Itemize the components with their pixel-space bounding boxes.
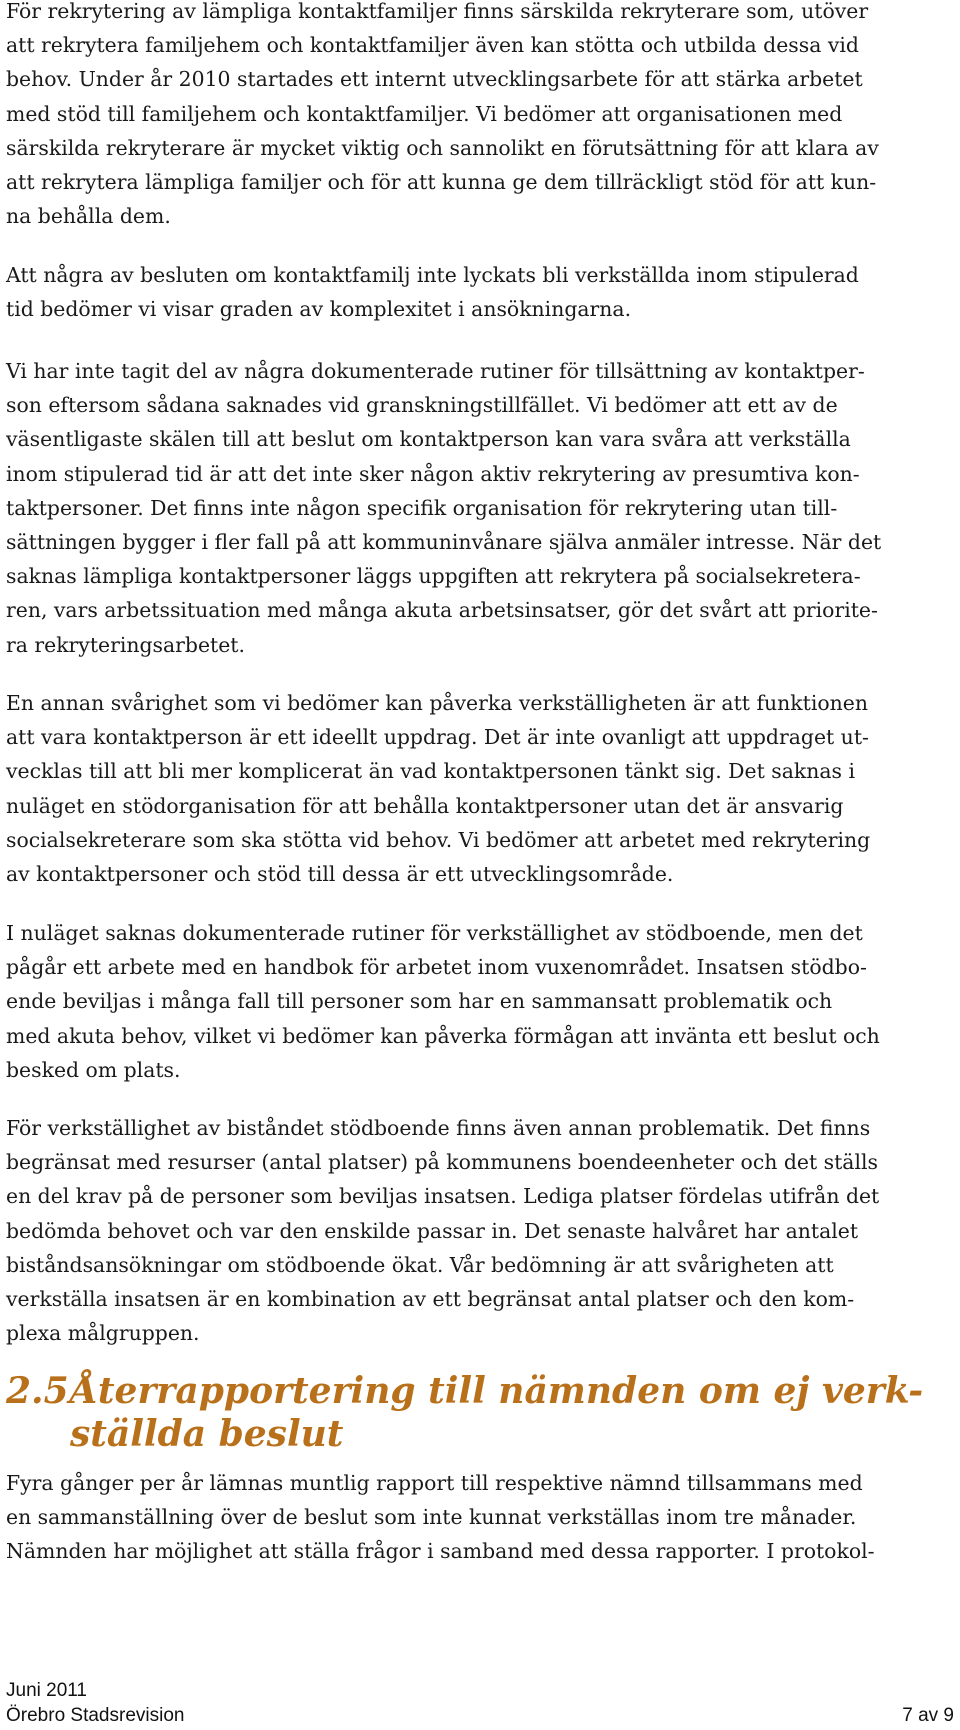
paragraph-rekrytering: För rekrytering av lämpliga kontaktfamiljer finns särskilda rekryterare som, utöver att rekrytera familjehem och kontaktfamiljer även kan stötta och utbilda dessa vid behov. Under år 2010 startades ett internt utvecklingsarbete för att stärka arbetet med stöd till familjehem och kontaktfamiljer. Vi bedömer att organisationen med särskilda rekryterare är mycket viktig och sannolikt en förutsättning för att klara av att rekrytera lämpliga familjer och för att kunna ge dem tillräckligt stöd för att kun- na behålla dem. [6, 0, 879, 229]
footer-organization: Örebro Stadsrevision [6, 1705, 185, 1726]
section-title: Återrapportering till nämnden om ej verk- ställda beslut [70, 1370, 924, 1455]
paragraph-stodboende-rutiner: I nuläget saknas dokumenterade rutiner för verkställighet av stödboende, men det pågår ett arbete med en handbok för arbetet inom vuxenområdet. Insatsen stödbo- ende beviljas i många fall till personer som har en sammansatt problematik och med akuta behov, vilket vi bedömer kan påverka förmågan att invänta ett beslut och besked om plats. [6, 921, 880, 1082]
paragraph-aterrapportering: Fyra gånger per år lämnas muntlig rapport till respektive nämnd tillsammans med en sammanställning över de beslut som inte kunnat verkställas inom tre månader. Nämnden har möjlighet att ställa frågor i samband med dessa rapporter. I protokol- [6, 1471, 875, 1564]
paragraph-stodboende-problematik: För verkställighet av biståndet stödboende finns även annan problematik. Det finns begränsat med resurser (antal platser) på kommunens boendeenheter och det ställs en del krav på de personer som beviljas insatsen. Lediga platser fördelas utifrån det bedömda behovet och var den enskilde passar in. Det senaste halvåret har antalet biståndsansökningar om stödboende ökat. Vår bedömning är att svårigheten att verkställa insatsen är en kombination av ett begränsat antal platser och den kom- plexa målgruppen. [6, 1116, 880, 1346]
section-heading [6, 1370, 930, 1456]
paragraph-kontaktperson-rutiner: Vi har inte tagit del av några dokumenterade rutiner för tillsättning av kontaktper- son eftersom sådana saknades vid granskningstillfället. Vi bedömer att ett av de väsentligaste skälen till att beslut om kontaktperson kan vara svåra att verkställa inom stipulerad tid är att det inte sker någon aktiv rekrytering av presumtiva kon- taktpersoner. Det finns inte någon specifik organisation för rekrytering utan till- sättningen bygger i fler fall på att kommuninvånare själva anmäler intresse. När det saknas lämpliga kontaktpersoner läggs uppgiften att rekrytera på socialsekretera- ren, vars arbetssituation med många akuta arbetsinsatser, gör det svårt att priorite- ra rekryteringsarbetet. [6, 359, 882, 657]
footer-date: Juni 2011 [6, 1680, 87, 1701]
section-number: 2.5 [6, 1370, 69, 1412]
paragraph-ideellt-uppdrag: En annan svårighet som vi bedömer kan påverka verkställigheten är att funktionen att vara kontaktperson är ett ideellt uppdrag. Det är inte ovanligt att uppdraget ut- vecklas till att bli mer komplicerat än vad kontaktpersonen tänkt sig. Det saknas i nuläget en stödorganisation för att behålla kontaktpersoner utan det är ansvarig socialsekreterare som ska stötta vid behov. Vi bedömer att arbetet med rekrytering av kontaktpersoner och stöd till dessa är ett utvecklingsområde. [6, 691, 871, 887]
footer-page-number: 7 av 9 [902, 1705, 954, 1726]
paragraph-komplexitet: Att några av besluten om kontaktfamilj inte lyckats bli verkställda inom stipulerad tid bedömer vi visar graden av komplexitet i ansökningarna. [6, 263, 859, 322]
